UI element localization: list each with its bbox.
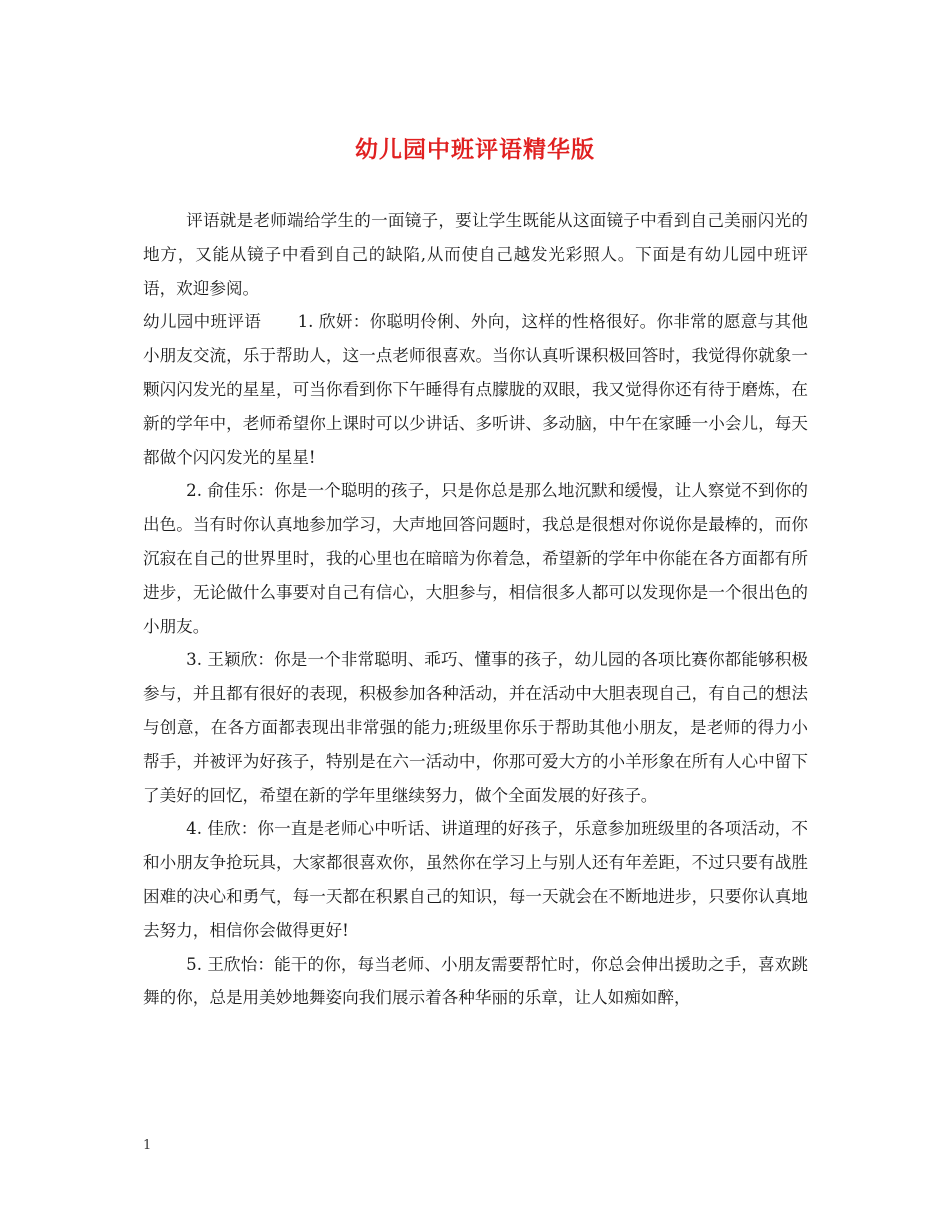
document-title: 幼儿园中班评语精华版 — [355, 136, 595, 163]
section-label: 幼儿园中班评语 — [143, 312, 262, 332]
comment-paragraph-3: 3. 王颖欣：你是一个非常聪明、乖巧、懂事的孩子，幼儿园的各项比赛你都能够积极参与，并且都有很好的表现，积极参加各种活动，并在活动中大胆表现自己，有自己的想法与创意，在各方面都表现出非常强的能力;班级里你乐于帮助其他小朋友，是老师的得力小帮手，并被评为好孩子，特别是在六一活动中，你那可爱大方的小羊形象在所有人心中留下了美好的回忆，希望在新的学年里继续努力，做个全面发展的好孩子。 — [143, 650, 808, 805]
comment-paragraph-5: 5. 王欣怡：能干的你，每当老师、小朋友需要帮忙时，你总会伸出援助之手，喜欢跳舞的你，总是用美妙地舞姿向我们展示着各种华丽的乐章，让人如痴如醉， — [143, 954, 808, 1008]
intro-paragraph: 评语就是老师端给学生的一面镜子，要让学生既能从这面镜子中看到自己美丽闪光的地方，又能从镜子中看到自己的缺陷,从而使自己越发光彩照人。下面是有幼儿园中班评语，欢迎参阅。 — [143, 211, 808, 298]
page-number: 1 — [143, 1138, 152, 1153]
comment-text-1: 1. 欣妍：你聪明伶俐、外向，这样的性格很好。你非常的愿意与其他小朋友交流，乐于帮助人，这一点老师很喜欢。当你认真听课积极回答时，我觉得你就象一颗闪闪发光的星星，可当你看到你下午睡得有点朦胧的双眼，我又觉得你还有待于磨炼，在新的学年中，老师希望你上课时可以少讲话、多听讲、多动脑，中午在家睡一小会儿，每天都做个闪闪发光的星星! — [143, 312, 809, 467]
comment-paragraph-1 — [143, 305, 808, 474]
comment-paragraph-4: 4. 佳欣：你一直是老师心中听话、讲道理的好孩子，乐意参加班级里的各项活动，不和小朋友争抢玩具，大家都很喜欢你，虽然你在学习上与别人还有年差距，不过只要有战胜困难的决心和勇气，每一天都在积累自己的知识，每一天就会在不断地进步，只要你认真地去努力，相信你会做得更好! — [143, 819, 808, 940]
document-body — [143, 204, 808, 1015]
comment-paragraph-2: 2. 俞佳乐：你是一个聪明的孩子，只是你总是那么地沉默和缓慢，让人察觉不到你的出色。当有时你认真地参加学习，大声地回答问题时，我总是很想对你说你是最棒的，而你沉寂在自己的世界里时，我的心里也在暗暗为你着急，希望新的学年中你能在各方面都有所进步，无论做什么事要对自己有信心，大胆参与，相信很多人都可以发现你是一个很出色的小朋友。 — [143, 481, 808, 636]
